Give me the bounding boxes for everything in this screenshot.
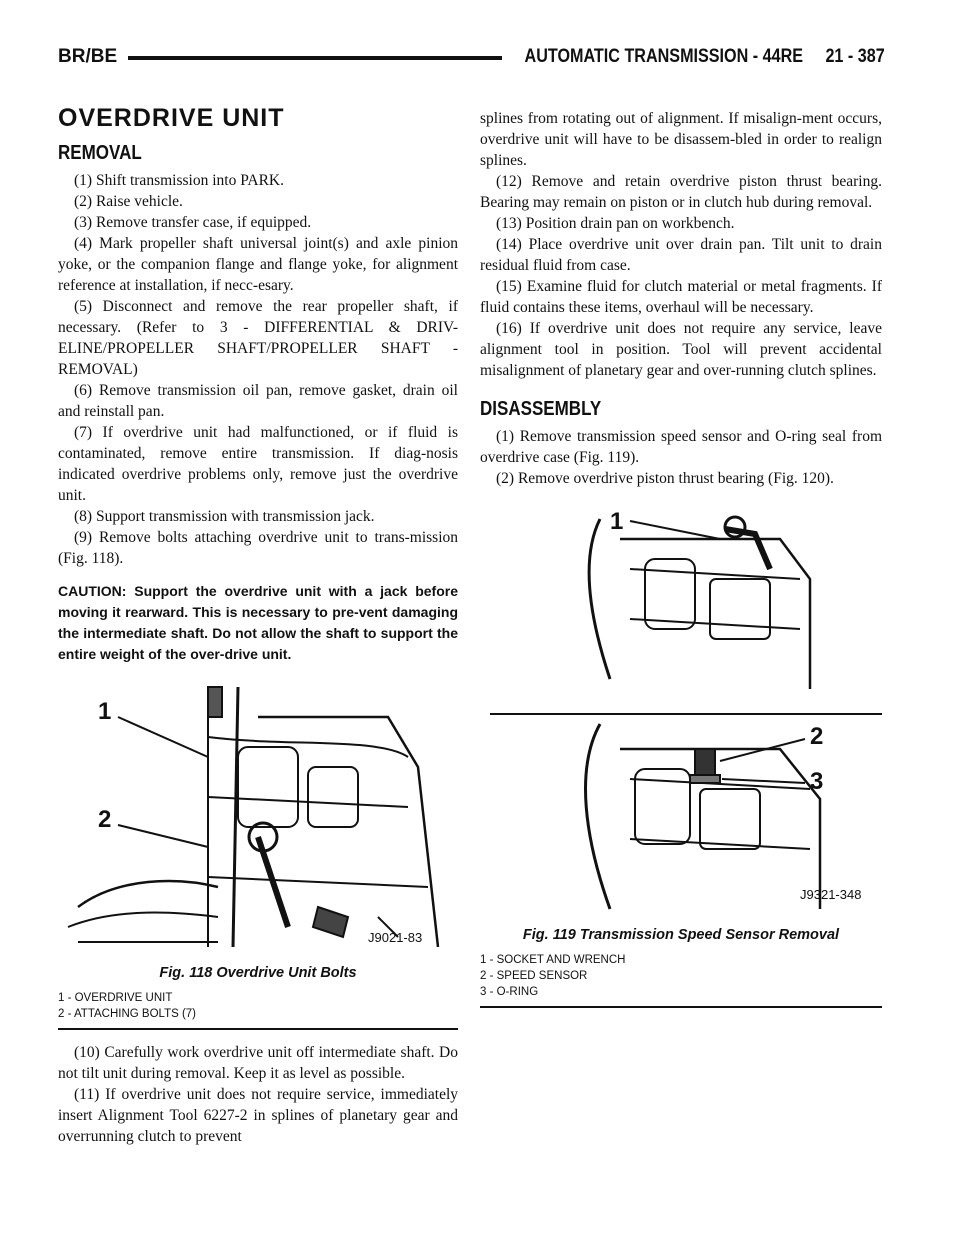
removal-step: (7) If overdrive unit had malfunctioned, or if fluid is contaminated, remove entire transmission. If diag-nosis indicated overdrive problems only, remove just the overdrive unit. <box>58 424 458 504</box>
removal-step: (5) Disconnect and remove the rear propeller shaft, if necessary. (Refer to 3 - DIFFERENTIAL & DRIV-ELINE/PROPELLER SHAFT/PROPELLER SHAFT - REMOVAL) <box>58 298 458 378</box>
fig119-code: J9321-348 <box>800 887 862 902</box>
header-section-page: AUTOMATIC TRANSMISSION - 44RE 21 - 387 <box>524 46 885 67</box>
disassembly-step: (2) Remove overdrive piston thrust bearing (Fig. 120). <box>496 470 834 487</box>
header-model: BR/BE <box>58 46 118 67</box>
fig119-illustration <box>480 499 882 919</box>
legend-item: 1 - SOCKET AND WRENCH <box>480 954 626 966</box>
fig119-callout-3: 3 <box>810 768 824 795</box>
legend-item: 3 - O-RING <box>480 986 539 998</box>
fig118-illustration <box>58 677 458 957</box>
fig119-figure <box>480 499 882 1008</box>
removal-step: (6) Remove transmission oil pan, remove gasket, drain oil and reinstall pan. <box>58 382 458 420</box>
section-title: OVERDRIVE UNIT <box>58 104 285 132</box>
legend-item: 2 - SPEED SENSOR <box>480 970 588 982</box>
removal-step: (13) Position drain pan on workbench. <box>496 215 735 232</box>
removal-step: (14) Place overdrive unit over drain pan. Tilt unit to drain residual fluid from case. <box>480 236 882 274</box>
removal-step: (4) Mark propeller shaft universal joint(s) and axle pinion yoke, or the companion flange and flange yoke, for alignment reference at installation, if necc-esary. <box>58 235 458 294</box>
legend-item: 1 - OVERDRIVE UNIT <box>58 992 173 1004</box>
removal-step: (15) Examine fluid for clutch material or metal fragments. If fluid contains these items, overhaul will be necessary. <box>480 278 882 316</box>
removal-step: (1) Shift transmission into PARK. <box>74 172 284 189</box>
removal-step: (11) If overdrive unit does not require service, immediately insert Alignment Tool 6227-2 in splines of planetary gear and overrunning clutch to prevent <box>58 1086 458 1145</box>
caution-note: CAUTION: Support the overdrive unit with a jack before moving it rearward. This is necessary to pre-vent damaging the intermediate shaft. Do not allow the shaft to support the entire weight of the over-drive unit. <box>58 583 458 662</box>
header-rule <box>128 56 502 60</box>
removal-step: (9) Remove bolts attaching overdrive unit to trans-mission (Fig. 118). <box>58 529 458 567</box>
page-header <box>58 42 885 76</box>
fig119-callout-2: 2 <box>810 723 824 750</box>
removal-step: (16) If overdrive unit does not require any service, leave alignment tool in position. Tool will prevent accidental misalignment of planetary gear and over-running clutch splines. <box>480 320 882 379</box>
removal-step-continued: splines from rotating out of alignment. If misalign-ment occurs, overdrive unit will have to be disassem-bled in order to realign splines. <box>480 110 882 169</box>
removal-heading: REMOVAL <box>58 142 142 164</box>
removal-step: (10) Carefully work overdrive unit off intermediate shaft. Do not tilt unit during removal. Keep it as level as possible. <box>58 1044 458 1082</box>
fig118-code: J9021-83 <box>368 930 423 945</box>
disassembly-step: (1) Remove transmission speed sensor and O-ring seal from overdrive case (Fig. 119). <box>480 428 882 466</box>
removal-step: (3) Remove transfer case, if equipped. <box>74 214 312 231</box>
fig119-caption: Fig. 119 Transmission Speed Sensor Removal <box>522 927 840 943</box>
fig119-legend <box>480 952 882 1000</box>
removal-step: (12) Remove and retain overdrive piston thrust bearing. Bearing may remain on piston or in clutch hub during removal. <box>480 173 882 211</box>
disassembly-heading: DISASSEMBLY <box>480 398 602 420</box>
fig119-callout-1: 1 <box>610 508 624 535</box>
fig118-figure <box>58 677 458 1030</box>
removal-step: (2) Raise vehicle. <box>74 193 183 210</box>
legend-item: 2 - ATTACHING BOLTS (7) <box>58 1008 197 1020</box>
fig118-callout-1: 1 <box>98 698 112 725</box>
removal-step: (8) Support transmission with transmission jack. <box>74 508 375 525</box>
fig118-legend <box>58 990 458 1022</box>
left-column <box>58 104 458 1147</box>
right-column <box>480 108 882 1020</box>
fig118-callout-2: 2 <box>98 806 112 833</box>
fig118-caption: Fig. 118 Overdrive Unit Bolts <box>159 965 357 981</box>
